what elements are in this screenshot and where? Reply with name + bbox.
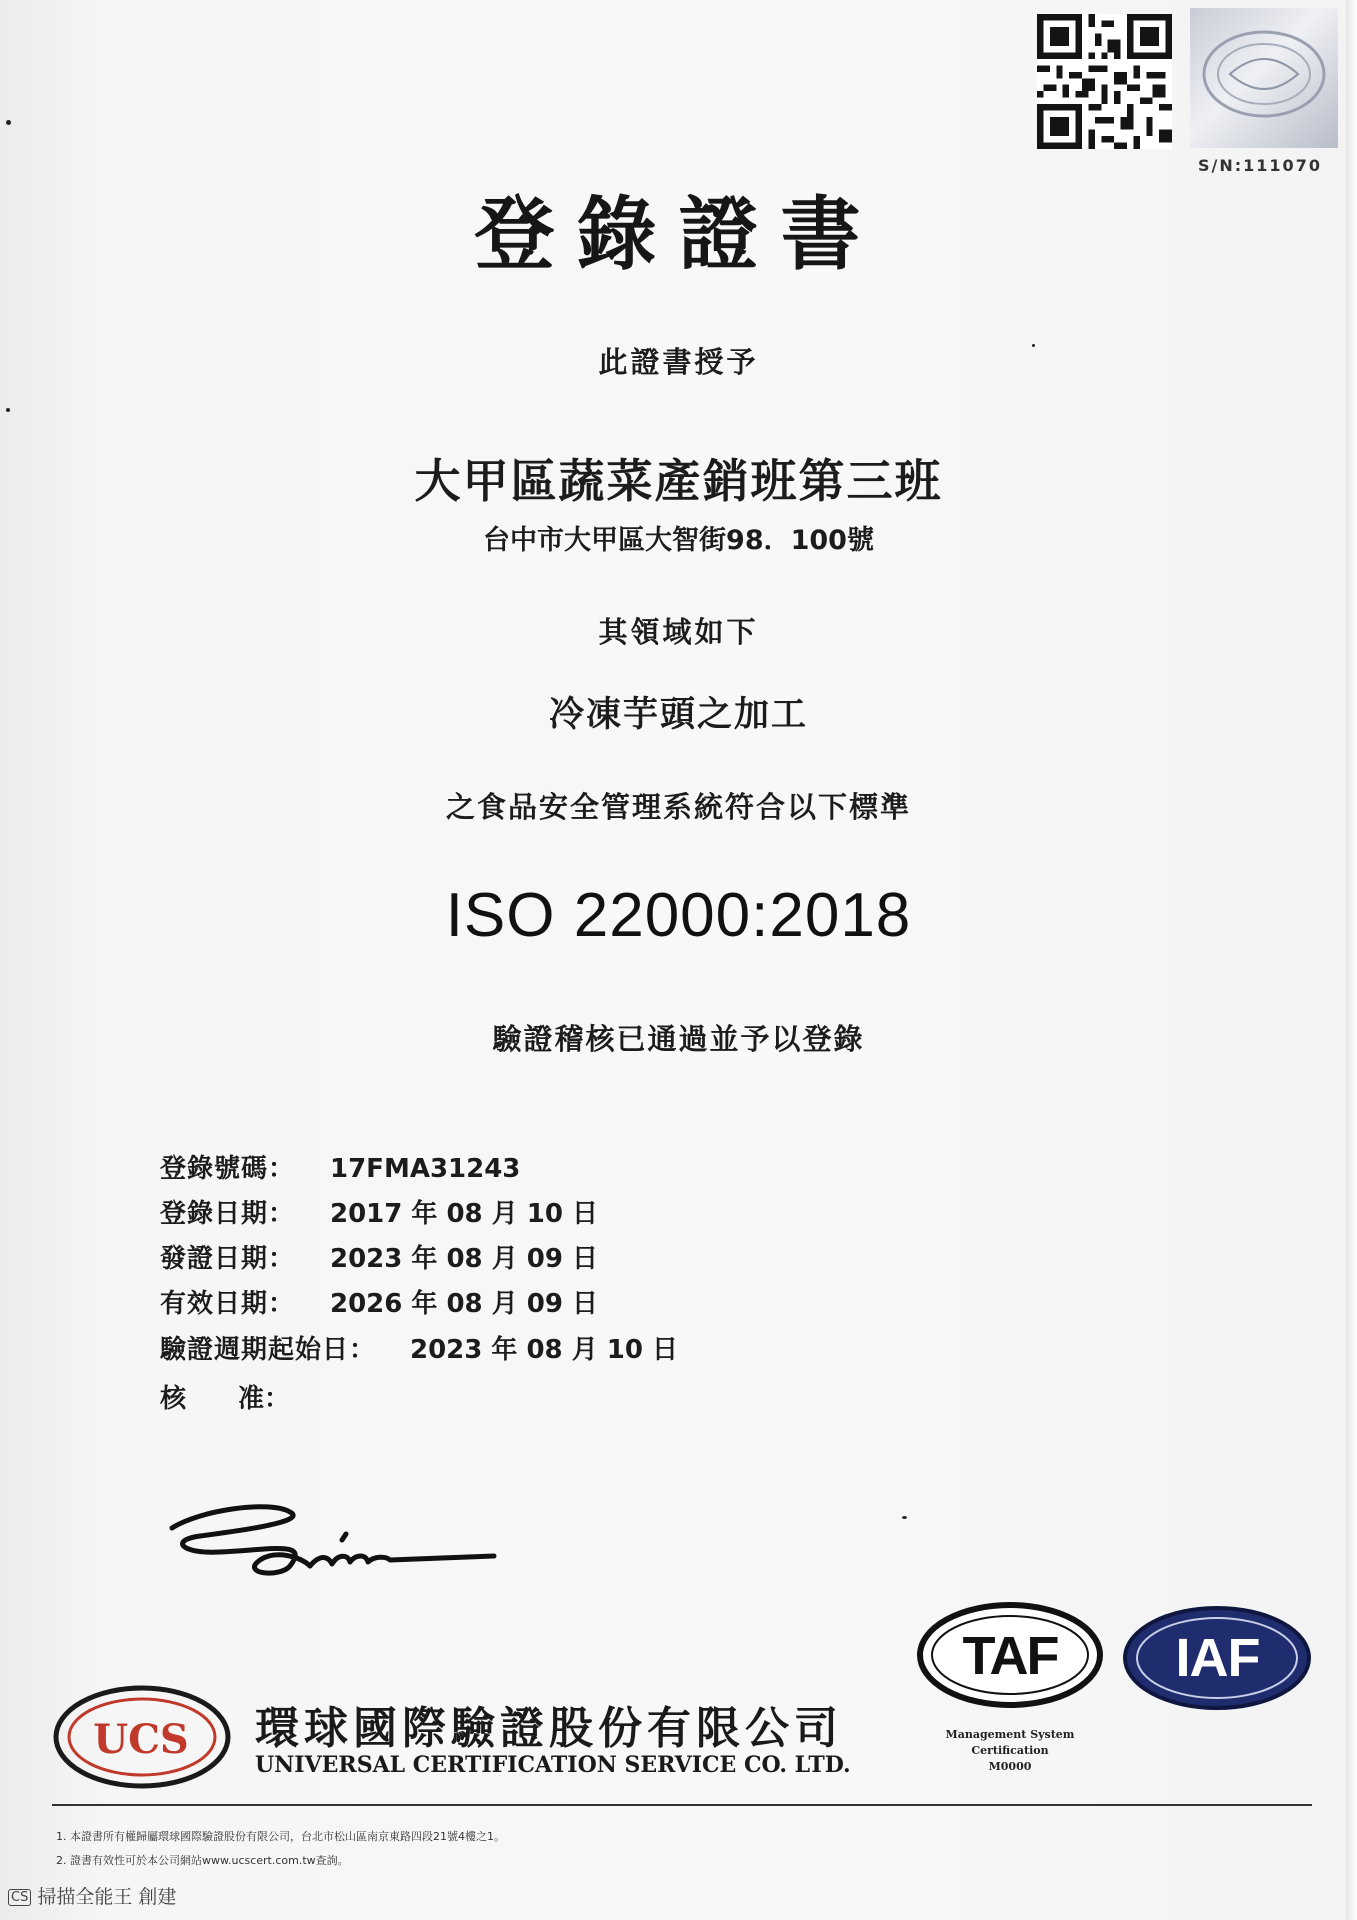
expiry-date-row — [160, 1283, 598, 1323]
standard-name: ISO 22000:2018 — [445, 881, 912, 950]
scanner-watermark-text: 掃描全能王 創建 — [37, 1886, 177, 1908]
detail-label: 發證日期： — [160, 1244, 296, 1274]
certified-organization: 大甲區蔬菜產銷班第三班 — [414, 454, 943, 508]
taf-caption: Management System Certification M0000 — [945, 1728, 1075, 1773]
certificate-title: 登錄證書 — [474, 187, 883, 281]
issue-date-row — [160, 1238, 598, 1278]
organization-address: 台中市大甲區大智街98．100號 — [483, 525, 874, 556]
cycle-start-date: 2023 年 08 月 10 日 — [410, 1335, 678, 1365]
serial-number: S/N:111070 — [1198, 156, 1322, 175]
approved-by-label: 核 准： — [160, 1384, 291, 1414]
scan-speck — [6, 120, 11, 125]
detail-label: 登錄號碼： — [160, 1154, 296, 1184]
registration-number-row — [160, 1148, 520, 1188]
signature — [160, 1470, 500, 1590]
detail-label: 驗證週期起始日： — [160, 1335, 377, 1365]
registration-date-row — [160, 1193, 598, 1233]
cycle-start-date-row — [160, 1329, 678, 1369]
conformity-statement: 之食品安全管理系統符合以下標準 — [445, 790, 911, 824]
registration-date: 2017 年 08 月 10 日 — [330, 1199, 598, 1229]
issue-date: 2023 年 08 月 09 日 — [330, 1244, 598, 1274]
footnote-verification: 2. 證書有效性可於本公司網站www.ucscert.com.tw查詢。 — [56, 1854, 349, 1867]
footer-divider — [52, 1804, 1312, 1806]
qr-code — [1037, 14, 1172, 149]
paper-edge — [1346, 0, 1357, 1920]
footnote-ownership: 1. 本證書所有權歸屬環球國際驗證股份有限公司，台北市松山區南京東路四段21號4樓之1。 — [56, 1830, 505, 1843]
scanner-watermark — [8, 1882, 176, 1909]
embossed-seal — [1190, 8, 1338, 148]
granted-to-text: 此證書授予 — [598, 345, 759, 379]
taf-logo-text: TAF — [962, 1626, 1058, 1686]
issuer-name-zh: 環球國際驗證股份有限公司 — [255, 1703, 843, 1754]
detail-label: 登錄日期： — [160, 1199, 296, 1229]
issuer-name-en: UNIVERSAL CERTIFICATION SERVICE CO. LTD. — [255, 1752, 851, 1778]
scan-speck — [902, 1516, 907, 1519]
expiry-date: 2026 年 08 月 09 日 — [330, 1289, 598, 1319]
certification-scope: 冷凍芋頭之加工 — [548, 695, 808, 735]
scope-label: 其領域如下 — [598, 615, 759, 649]
scanner-badge: CS — [8, 1889, 31, 1906]
registration-number: 17FMA31243 — [330, 1154, 521, 1184]
detail-label: 有效日期： — [160, 1289, 296, 1319]
scan-speck — [6, 408, 10, 412]
ucs-logo-text: UCS — [93, 1716, 189, 1763]
approval-statement: 驗證稽核已通過並予以登錄 — [492, 1022, 865, 1056]
iaf-logo-text: IAF — [1175, 1628, 1260, 1688]
